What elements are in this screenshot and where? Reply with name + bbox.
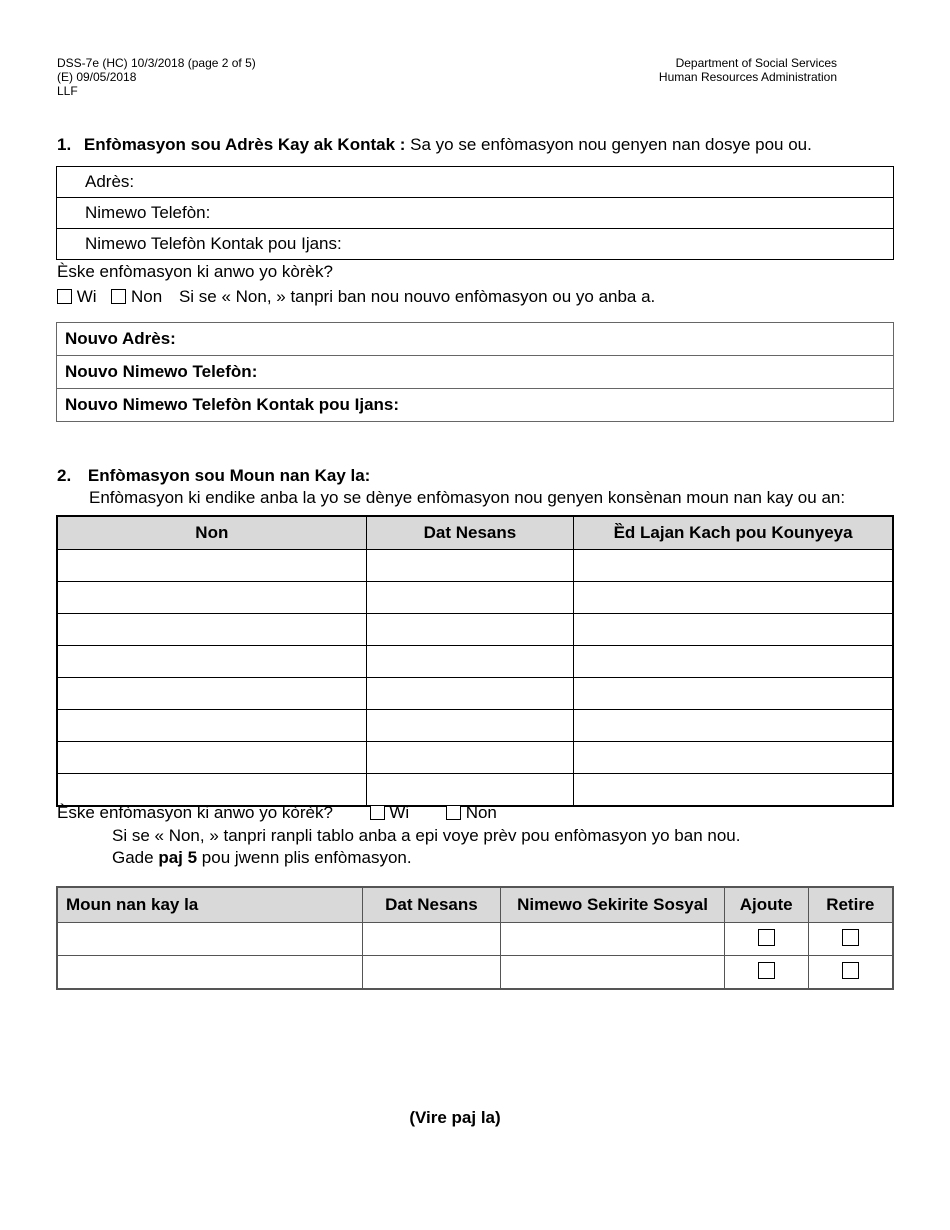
section2-answer-row (57, 803, 497, 823)
col-header-name: Non (57, 516, 366, 550)
col-header-household-member: Moun nan kay la (57, 887, 362, 923)
remove-cell (808, 956, 893, 990)
member-dob-cell[interactable] (366, 678, 574, 710)
section2-question: Èske enfòmasyon ki anwo yo kòrèk? (57, 803, 333, 822)
member-cash-assistance-cell[interactable] (574, 774, 893, 807)
table-row (57, 678, 893, 710)
table-row (57, 742, 893, 774)
form-id-block (57, 56, 256, 98)
section2-yes-label: Wi (389, 803, 410, 822)
section1-no-label: Non (131, 287, 163, 306)
table-row (57, 923, 893, 956)
new-contact-box (56, 322, 894, 422)
member-dob-cell[interactable] (362, 956, 501, 990)
current-contact-box (56, 166, 894, 260)
member-name-cell[interactable] (57, 923, 362, 956)
section2-no-checkbox[interactable] (446, 805, 461, 820)
form-id-line: DSS-7e (HC) 10/3/2018 (page 2 of 5) (57, 56, 256, 70)
table-row (57, 582, 893, 614)
section1-intro: Sa yo se enfòmasyon nou genyen nan dosye pou ou. (405, 135, 812, 154)
member-cash-assistance-cell[interactable] (574, 646, 893, 678)
member-dob-cell[interactable] (366, 550, 574, 582)
section2-heading (57, 466, 370, 486)
member-name-cell[interactable] (57, 614, 366, 646)
table-row (57, 614, 893, 646)
table-row (57, 646, 893, 678)
member-ssn-cell[interactable] (501, 923, 724, 956)
member-ssn-cell[interactable] (501, 956, 724, 990)
remove-checkbox[interactable] (842, 962, 859, 979)
col-header-add: Ajoute (724, 887, 808, 923)
member-cash-assistance-cell[interactable] (574, 582, 893, 614)
member-name-cell[interactable] (57, 774, 366, 807)
member-cash-assistance-cell[interactable] (574, 710, 893, 742)
member-dob-cell[interactable] (366, 774, 574, 807)
agency-block (659, 56, 837, 84)
turn-page-note: (Vire paj la) (409, 1108, 501, 1127)
section2-intro: Enfòmasyon ki endike anba la yo se dènye enfòmasyon nou genyen konsènan moun nan kay ou an: (89, 488, 846, 507)
member-cash-assistance-cell[interactable] (574, 614, 893, 646)
page-reference: paj 5 (158, 848, 198, 867)
administration-name: Human Resources Administration (658, 70, 837, 84)
section1-answer-row (57, 287, 655, 307)
remove-cell (808, 923, 893, 956)
section1-yes-label: Wi (76, 287, 97, 306)
new-phone-field[interactable]: Nouvo Nimewo Telefòn: (57, 356, 893, 389)
section1-title: Enfòmasyon sou Adrès Kay ak Kontak : (83, 135, 406, 154)
member-name-cell[interactable] (57, 742, 366, 774)
form-date-line: (E) 09/05/2018 (57, 70, 137, 84)
section2-no-label: Non (465, 803, 497, 822)
add-cell (724, 923, 808, 956)
member-dob-cell[interactable] (366, 614, 574, 646)
section2-number: 2. (57, 466, 72, 485)
remove-checkbox[interactable] (842, 929, 859, 946)
member-name-cell[interactable] (57, 710, 366, 742)
new-address-field[interactable]: Nouvo Adrès: (57, 323, 893, 356)
section2-instruction1: Si se « Non, » tanpri ranpli tablo anba a epi voye prèv pou enfòmasyon yo ban nou. (112, 826, 741, 845)
col-header-remove: Retire (808, 887, 893, 923)
member-cash-assistance-cell[interactable] (574, 742, 893, 774)
add-checkbox[interactable] (758, 929, 775, 946)
col-header-cash-assistance: Ȅd Lajan Kach pou Kounyeya (574, 516, 893, 550)
form-code-line: LLF (57, 84, 78, 98)
section2-title: Enfòmasyon sou Moun nan Kay la: (87, 466, 371, 485)
household-header-row (57, 516, 893, 550)
instruction2-post: pou jwenn plis enfòmasyon. (197, 848, 412, 867)
table-row (57, 710, 893, 742)
section1-number: 1. (57, 135, 72, 154)
table-row (57, 774, 893, 807)
member-name-cell[interactable] (57, 678, 366, 710)
member-dob-cell[interactable] (366, 582, 574, 614)
table-row (57, 956, 893, 990)
household-table (56, 515, 894, 807)
changes-header-row (57, 887, 893, 923)
member-dob-cell[interactable] (366, 710, 574, 742)
member-cash-assistance-cell[interactable] (574, 550, 893, 582)
col-header-ssn: Nimewo Sekirite Sosyal (501, 887, 724, 923)
col-header-change-dob: Dat Nesans (362, 887, 501, 923)
new-emergency-phone-field[interactable]: Nouvo Nimewo Telefòn Kontak pou Ijans: (65, 395, 400, 414)
add-cell (724, 956, 808, 990)
section1-instruction: Si se « Non, » tanpri ban nou nouvo enfòmasyon ou yo anba a. (178, 287, 656, 306)
household-changes-table (56, 886, 894, 990)
member-cash-assistance-cell[interactable] (574, 678, 893, 710)
section2-yes-checkbox[interactable] (370, 805, 385, 820)
member-name-cell[interactable] (57, 956, 362, 990)
member-name-cell[interactable] (57, 582, 366, 614)
phone-field: Nimewo Telefòn: (57, 198, 893, 229)
member-dob-cell[interactable] (362, 923, 501, 956)
section1-no-checkbox[interactable] (111, 289, 126, 304)
address-field: Adrès: (57, 167, 893, 198)
instruction2-pre: Gade (112, 848, 159, 867)
table-row (57, 550, 893, 582)
section2-instruction2 (112, 848, 412, 868)
department-name: Department of Social Services (675, 56, 837, 70)
member-name-cell[interactable] (57, 550, 366, 582)
member-dob-cell[interactable] (366, 646, 574, 678)
member-name-cell[interactable] (57, 646, 366, 678)
add-checkbox[interactable] (758, 962, 775, 979)
section1-question: Èske enfòmasyon ki anwo yo kòrèk? (57, 262, 333, 281)
section1-heading (57, 135, 812, 155)
col-header-dob: Dat Nesans (366, 516, 574, 550)
emergency-phone-field: Nimewo Telefòn Kontak pou Ijans: (85, 234, 342, 253)
section1-yes-checkbox[interactable] (57, 289, 72, 304)
member-dob-cell[interactable] (366, 742, 574, 774)
